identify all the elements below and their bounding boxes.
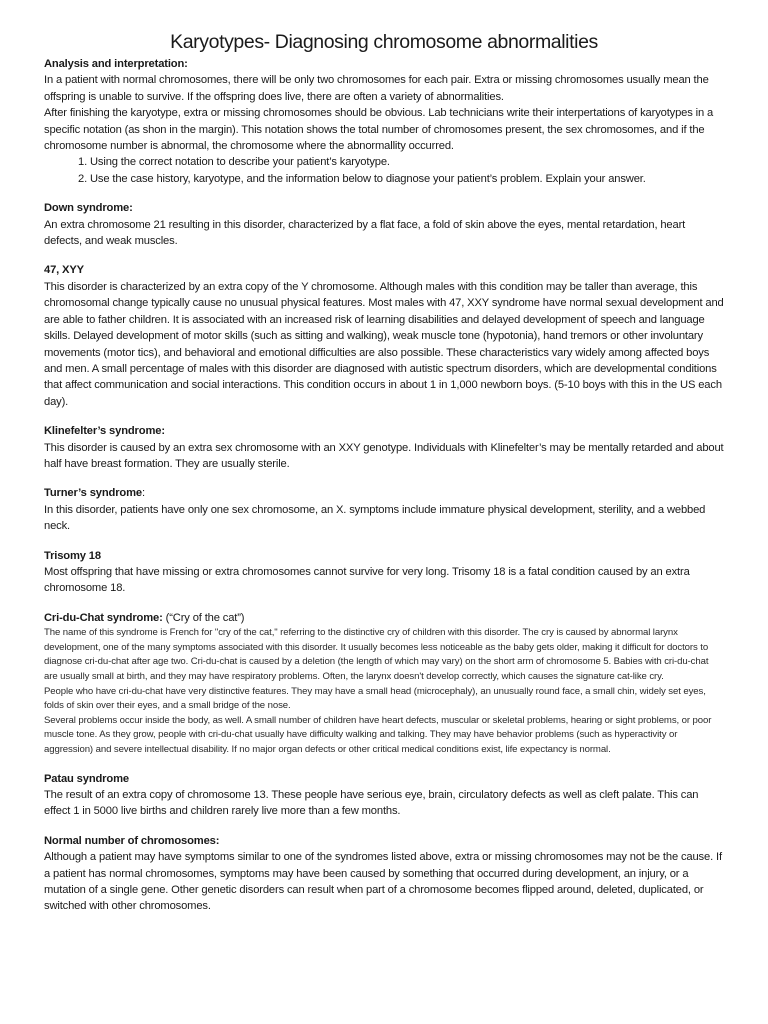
- patau-section: [44, 771, 724, 820]
- criduchat-heading-label: Cri-du-Chat syndrome:: [44, 611, 163, 624]
- criduchat-paragraph-2: People who have cri-du-chat have very distinctive features. They may have a small head (microcephaly), an unusually round face, a small chin, widely set eyes, folds of skin over their eyes, and a small bridge of the nose.: [44, 685, 706, 712]
- normal-chromosomes-heading: Normal number of chromosomes:: [44, 834, 220, 847]
- trisomy18-section: [44, 548, 724, 597]
- klinefelter-section: [44, 423, 724, 472]
- xyy-section: [44, 262, 724, 410]
- instruction-item: 2. Use the case history, karyotype, and the information below to diagnose your patient’s problem. Explain your answer.: [90, 171, 724, 187]
- criduchat-paragraph-3: Several problems occur inside the body, as well. A small number of children have heart defects, muscular or skeletal problems, hearing or sight problems, or poor muscle tone. As they grow, people with cri-du-chat usually have difficulty walking and talking. They may have behavior problems (such as hyperactivity or aggression) and severe intellectual disability. If no major organ defects or other critical medical conditions exist, life expectancy is normal.: [44, 714, 712, 755]
- criduchat-heading: [44, 610, 724, 626]
- analysis-paragraph-1: In a patient with normal chromosomes, there will be only two chromosomes for each pair. Extra or missing chromosomes usually mean the offspring is unable to survive. If the offspring does live, there are often a variety of abnormalities.: [44, 74, 709, 103]
- criduchat-paragraph-1: The name of this syndrome is French for "cry of the cat," referring to the distinctive cry of children with this disorder. The cry is caused by abnormal larynx development, one of the many symptoms associated with this disorder. It usually becomes less noticeable as the baby gets older, making it difficult for doctors to diagnose cri-du-chat after age two. Cri-du-chat is caused by a deletion (the length of which may vary) on the short arm of chromosome 5. Babies with cri-du-chat are usually small at birth, and they may have respiratory problems. Often, the larynx doesn't develop correctly, which causes the signature cat-like cry.: [44, 627, 709, 682]
- criduchat-section: [44, 610, 724, 758]
- analysis-heading: Analysis and interpretation:: [44, 58, 188, 70]
- page-title: Karyotypes- Diagnosing chromosome abnormalities: [170, 31, 598, 53]
- analysis-section: [44, 56, 724, 187]
- turner-section: [44, 485, 724, 534]
- instruction-item: 1. Using the correct notation to describe your patient’s karyotype.: [90, 154, 724, 170]
- analysis-paragraph-2: After finishing the karyotype, extra or missing chromosomes should be obvious. Lab technicians write their interpertations of karyotypes in a specific notation (as shon in the margin). This notation shows the total number of chromosomes present, the sex chromosomes, and if the chromosome number is abnormal, the chromosome where the abnormallity occurred.: [44, 107, 714, 153]
- klinefelter-text: This disorder is caused by an extra sex chromosome with an XXY genotype. Individuals with Klinefelter’s may be mentally retarded and about half have breast formation. They are usually sterile.: [44, 441, 724, 470]
- trisomy18-heading: Trisomy 18: [44, 549, 101, 562]
- down-syndrome-text: An extra chromosome 21 resulting in this disorder, characterized by a flat face, a fold of skin above the eyes, mental retardation, heart defects, and weak muscles.: [44, 218, 686, 248]
- klinefelter-heading: Klinefelter’s syndrome:: [44, 425, 165, 438]
- turner-heading-colon: :: [141, 487, 145, 500]
- xyy-heading: 47, XYY: [44, 264, 84, 277]
- xyy-text: This disorder is characterized by an extra copy of the Y chromosome. Although males with this condition may be taller than average, this chromosomal change typically cause no unusual physical features. Most males with 47, XXY syndrome have normal sexual development and are able to father children. It is associated with an increased risk of learning disabilities and delayed development of speech and language skills. Delayed development of motor skills (such as sitting and walking), weak muscle tone (hypotonia), hand tremors or other involuntary movements (motor tics), and behavioral and emotional difficulties are also possible. These characteristics vary widely among affected boys and men. A small percentage of males with this disorder are diagnosed with autistic spectrum disorders, which are developmental conditions that affect communication and social interactions. This condition occurs in about 1 in 1,000 newborn boys. (5-10 boys with this in the US each day).: [44, 280, 724, 408]
- down-syndrome-section: [44, 200, 724, 249]
- patau-text: The result of an extra copy of chromosome 13. These people have serious eye, brain, circulatory defects as well as cleft palate. This can effect 1 in 5000 live births and children rarely live more than a few months.: [44, 788, 699, 818]
- turner-text: In this disorder, patients have only one sex chromosome, an X. symptoms include immature physical development, sterility, and a webbed neck.: [44, 503, 706, 533]
- turner-heading-label: Turner’s syndrome: [44, 487, 142, 500]
- turner-heading: [44, 485, 724, 501]
- patau-heading: Patau syndrome: [44, 772, 129, 785]
- instruction-list: [44, 154, 724, 187]
- normal-chromosomes-section: [44, 833, 724, 915]
- down-syndrome-heading: Down syndrome:: [44, 202, 133, 215]
- normal-chromosomes-text: Although a patient may have symptoms similar to one of the syndromes listed above, extra or missing chromosomes may not be the cause. If a patient has normal chromosomes, symptoms may have been caused by something that occurred during development, an injury, or a mutation of a single gene. Other genetic disorders can result when part of a chromosome becomes flipped around, deleted, duplicated, or switched with other chromosomes.: [44, 851, 722, 913]
- trisomy18-text: Most offspring that have missing or extra chromosomes cannot survive for very long. Trisomy 18 is a fatal condition caused by an extra chromosome 18.: [44, 565, 690, 595]
- criduchat-heading-subtitle: (“Cry of the cat”): [162, 611, 245, 624]
